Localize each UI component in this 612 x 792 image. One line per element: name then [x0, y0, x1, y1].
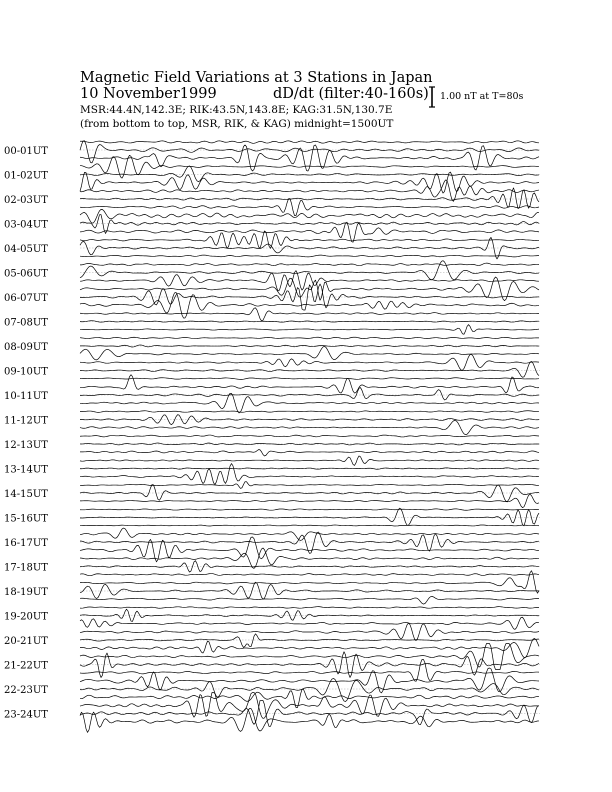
trace-KAG-hour-5 — [80, 263, 539, 266]
trace-KAG-hour-3 — [80, 209, 539, 223]
trace-MSR-hour-11 — [80, 420, 539, 434]
hour-label-13: 13-14UT — [4, 464, 48, 476]
hour-label-9: 09-10UT — [4, 366, 48, 378]
trace-KAG-hour-11 — [80, 411, 539, 413]
hour-label-0: 00-01UT — [4, 146, 48, 157]
hour-label-23: 23-24UT — [4, 709, 48, 721]
station-coordinates: MSR:44.4N,142.3E; RIK:43.5N,143.8E; KAG:31.5N,130.7E — [80, 104, 393, 116]
hour-label-10: 10-11UT — [4, 391, 48, 402]
trace-KAG-hour-10 — [80, 375, 539, 393]
trace-RIK-hour-22 — [80, 678, 539, 701]
trace-MSR-hour-18 — [80, 596, 539, 604]
hour-label-21: 21-22UT — [4, 660, 48, 672]
hour-label-11: 11-12UT — [4, 415, 48, 427]
trace-KAG-hour-19 — [80, 607, 539, 609]
hour-label-19: 19-20UT — [4, 611, 48, 623]
hour-label-3: 03-04UT — [4, 219, 48, 231]
trace-MSR-hour-3 — [80, 222, 539, 242]
trace-MSR-hour-2 — [80, 199, 539, 216]
trace-MSR-hour-4 — [80, 255, 539, 257]
hour-label-8: 08-09UT — [4, 342, 48, 353]
trace-RIK-hour-5 — [80, 261, 539, 280]
trace-KAG-hour-8 — [80, 337, 539, 339]
trace-KAG-hour-13 — [80, 456, 539, 465]
scale-label: 1.00 nT at T=80s — [440, 91, 524, 102]
trace-MSR-hour-20 — [80, 638, 539, 657]
hour-label-14: 14-15UT — [4, 489, 48, 500]
trace-KAG-hour-20 — [80, 623, 539, 640]
trace-MSR-hour-17 — [80, 574, 539, 576]
hour-label-6: 06-07UT — [4, 293, 48, 304]
trace-MSR-hour-9 — [80, 378, 539, 380]
trace-MSR-hour-15 — [80, 525, 539, 526]
trace-MSR-hour-7 — [80, 325, 539, 335]
trace-KAG-hour-17 — [80, 548, 539, 568]
trace-MSR-hour-8 — [80, 346, 539, 359]
trace-RIK-hour-15 — [80, 508, 539, 526]
hour-label-17: 17-18UT — [4, 562, 48, 574]
trace-KAG-hour-7 — [80, 308, 539, 321]
hour-label-16: 16-17UT — [4, 538, 48, 549]
trace-RIK-hour-19 — [80, 609, 539, 621]
hour-label-12: 12-13UT — [4, 440, 48, 451]
trace-KAG-hour-0 — [80, 141, 539, 144]
station-order-note: (from bottom to top, MSR, RIK, & KAG) midnight=1500UT — [80, 118, 394, 130]
hour-label-22: 22-23UT — [4, 685, 48, 696]
trace-MSR-hour-22 — [80, 689, 539, 707]
trace-KAG-hour-4 — [80, 231, 539, 248]
hour-label-15: 15-16UT — [4, 513, 48, 525]
hour-label-18: 18-19UT — [4, 587, 48, 598]
trace-RIK-hour-11 — [80, 415, 539, 425]
trace-RIK-hour-14 — [80, 485, 539, 502]
hour-label-20: 20-21UT — [4, 636, 48, 647]
hour-label-5: 05-06UT — [4, 268, 48, 280]
hour-label-1: 01-02UT — [4, 170, 48, 182]
trace-MSR-hour-10 — [80, 393, 539, 413]
component-filter-label: dD/dt (filter:40-160s) — [273, 86, 429, 102]
trace-RIK-hour-18 — [80, 582, 539, 599]
trace-MSR-hour-14 — [80, 494, 539, 507]
trace-MSR-hour-19 — [80, 617, 539, 629]
trace-KAG-hour-16 — [80, 528, 539, 540]
hour-label-7: 07-08UT — [4, 317, 48, 329]
trace-KAG-hour-14 — [80, 482, 539, 489]
hour-label-2: 02-03UT — [4, 195, 48, 206]
trace-MSR-hour-23 — [80, 709, 539, 733]
hour-label-4: 04-05UT — [4, 244, 48, 255]
trace-KAG-hour-18 — [80, 571, 539, 594]
trace-KAG-hour-15 — [80, 509, 539, 510]
trace-RIK-hour-7 — [80, 321, 539, 322]
trace-RIK-hour-20 — [80, 634, 539, 648]
trace-MSR-hour-16 — [80, 537, 539, 562]
date-label: 10 November1999 — [80, 86, 217, 102]
trace-RIK-hour-0 — [80, 141, 539, 163]
trace-RIK-hour-10 — [80, 388, 539, 400]
trace-MSR-hour-12 — [80, 450, 539, 456]
trace-MSR-hour-13 — [80, 464, 539, 485]
trace-RIK-hour-12 — [80, 443, 539, 445]
trace-KAG-hour-9 — [80, 354, 539, 370]
trace-KAG-hour-12 — [80, 435, 539, 437]
chart-title: Magnetic Field Variations at 3 Stations in Japan — [80, 70, 433, 86]
trace-MSR-hour-5 — [80, 271, 539, 291]
trace-KAG-hour-2 — [80, 180, 539, 202]
